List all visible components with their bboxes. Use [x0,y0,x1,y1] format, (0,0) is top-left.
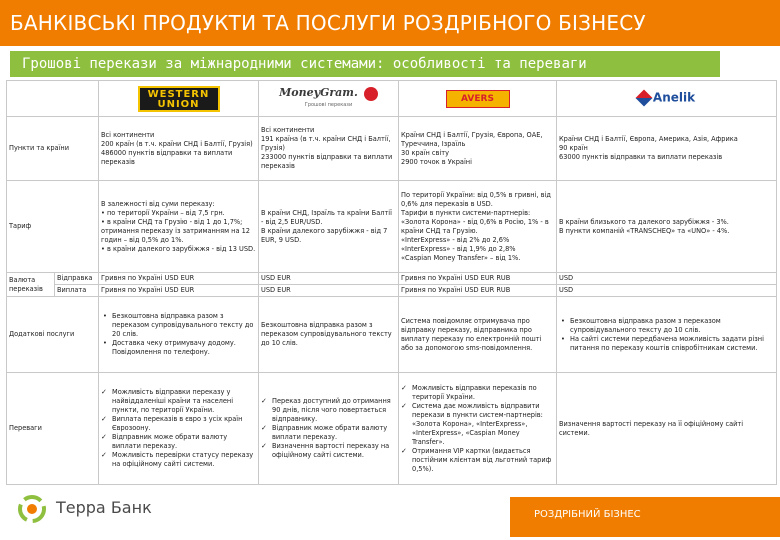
benefits-avers [399,373,557,485]
bank-name: Терра Банк [56,498,152,517]
western-union-logo-line2: UNION [157,98,200,110]
western-union-logo-cell [99,81,259,117]
currency-pay-western-union: Гривня по Україні USD EUR [99,285,259,297]
currency-pay-anelik: USD [557,285,777,297]
points-avers: Країни СНД і Балтії, Грузія, Європа, ОАЕ, Туреччина, Ізраїль 30 країн світу 2900 точок в Україні [399,117,557,181]
row-label-extra: Додаткові послуги [7,297,99,373]
points-moneygram: Всі континенти 191 країна (в т.ч. країни СНД і Балтії, Грузія) 233000 пунктів відправки та виплати переказів [259,117,399,181]
list-item: ✓ Система дає можливість відправити перекази в пункти систем-партнерів: «Золота Корона», «InterExpress», «InterExpress», «Caspian Money Transfer». [401,402,554,447]
anelik-logo [638,92,695,104]
table-row [7,181,777,273]
row-label-currency: Валюта переказів [7,273,55,297]
anelik-logo-cell [557,81,777,117]
tariff-moneygram: В країни СНД, Ізраїль та країни Балтії - від 2,5 EUR/USD. В країни далекого зарубіжжя - від 7 EUR, 9 USD. [259,181,399,273]
benefits-western-union [99,373,259,485]
list-item: ✓ Можливість перевірки статусу переказу на офіційному сайті системи. [101,451,256,469]
list-item: ✓ Можливість відправки переказу у найвіддаленіші країни та населені пункти, по території України. [101,388,256,415]
moneygram-logo-tagline: Грошові перекази [304,102,353,108]
benefits-moneygram-list [261,397,396,460]
list-item: • На сайті системи передбачена можливість задати різні питання по переказу коштів співробітникам системи. [559,335,774,353]
western-union-logo-line1: WESTERN [147,88,210,100]
western-union-logo [138,86,220,112]
list-item: • Безкоштовна відправка разом з переказом супровідувального тексту до 20 слів. [101,312,256,339]
extra-western-union [99,297,259,373]
logos-row [7,81,777,117]
currency-send-avers: Гривня по Україні USD EUR RUB [399,273,557,285]
table-row [7,273,777,285]
extra-avers: Система повідомляє отримувача про відправку переказу, відправника про виплату переказу по електронній пошті або за допомогою sms-повідомлення. [399,297,557,373]
benefits-anelik: Визначення вартості переказу на її офіційному сайті системи. [557,373,777,485]
row-label-points: Пункти та країни [7,117,99,181]
currency-send-anelik: USD [557,273,777,285]
table-row [7,117,777,181]
moneygram-logo-cell [259,81,399,117]
benefits-moneygram [259,373,399,485]
extra-western-union-list [101,312,256,357]
currency-send-label: Відправка [55,273,99,285]
comparison-table [6,80,777,485]
benefits-western-union-list [101,388,256,469]
table-row [7,285,777,297]
list-item: ✓ Відправник може обрати валюту виплати переказу. [261,424,396,442]
currency-pay-avers: Гривня по Україні USD EUR RUB [399,285,557,297]
footer-section-bar [510,497,780,537]
row-label-tariff: Тариф [7,181,99,273]
avers-logo-cell [399,81,557,117]
benefits-avers-list [401,384,554,474]
currency-pay-moneygram: USD EUR [259,285,399,297]
logos-empty-cell [7,81,99,117]
tariff-western-union: В залежності від суми переказу: • по території України – від 7,5 грн. • в країни СНД та Грузію - від 1 до 1,7%; отримання переказу із затриманням на 12 годин – від 0,5% до 1%. • в країни далекого зарубіжжя - від 13 USD. [99,181,259,273]
moneygram-logo [279,87,378,110]
page-title: БАНКІВСЬКІ ПРОДУКТИ ТА ПОСЛУГИ РОЗДРІБНОГО БІЗНЕСУ [0,0,780,46]
header-strip [726,51,780,77]
anelik-mark-icon [635,90,652,107]
table-row [7,297,777,373]
points-western-union: Всі континенти 200 країн (в т.ч. країни СНД і Балтії, Грузія) 486000 пунктів відправки та виплати переказів [99,117,259,181]
extra-anelik-list [559,317,774,353]
currency-send-western-union: Гривня по Україні USD EUR [99,273,259,285]
avers-logo: AVERS [446,90,510,108]
terra-bank-logo [14,490,174,530]
list-item: ✓ Можливість відправки переказів по території України. [401,384,554,402]
page-subtitle: Грошові перекази за міжнародними системами: особливості та переваги [10,51,720,77]
row-label-benefits: Переваги [7,373,99,485]
tariff-anelik: В країни близького та далекого зарубіжжя - 3%. В пункти компаній «TRANSCHEQ» та «UNO» - 4%. [557,181,777,273]
terra-bank-mark-icon [14,494,50,524]
list-item: • Безкоштовна відправка разом з переказом супровідувального тексту до 10 слів. [559,317,774,335]
list-item: ✓ Відправник може обрати валюту виплати переказу. [101,433,256,451]
list-item: ✓ Визначення вартості переказу на офіційному сайті системи. [261,442,396,460]
list-item: ✓ Отримання VIP картки (видається постійним клієнтам від льготний тариф 0,5%). [401,447,554,474]
currency-pay-label: Виплата [55,285,99,297]
list-item: ✓ Виплата переказів в євро з усіх країн Єврозоону. [101,415,256,433]
list-item: ✓ Переказ доступний до отримання 90 днів, після чого повертається відправнику. [261,397,396,424]
currency-send-moneygram: USD EUR [259,273,399,285]
list-item: • Доставка чеку отримувачу додому. Повідомлення по телефону. [101,339,256,357]
footer-section-label: РОЗДРІБНИЙ БІЗНЕС [534,509,641,520]
extra-moneygram: Безкоштовна відправка разом з переказом супровідувального тексту до 10 слів. [259,297,399,373]
moneygram-logo-name: MoneyGram. [279,86,358,99]
table-row [7,373,777,485]
moneygram-globe-icon [364,87,378,101]
anelik-logo-text: Anelik [652,90,696,105]
tariff-avers: По території України: від 0,5% в гривні, від 0,6% для переказів в USD. Тарифи в пункти системи-партнерів: «Золота Корона» - від 0,6% в Росію, 1% - в країни СНД та Грузію. «InterExpress» - від 2% до 2,6% «InterExpress» - від 1,9% до 2,8% «Caspian Money Transfer» – від 1%. [399,181,557,273]
points-anelik: Країни СНД і Балтії, Європа, Америка, Азія, Африка 90 країн 63000 пунктів відправки та виплати переказів [557,117,777,181]
extra-anelik [557,297,777,373]
